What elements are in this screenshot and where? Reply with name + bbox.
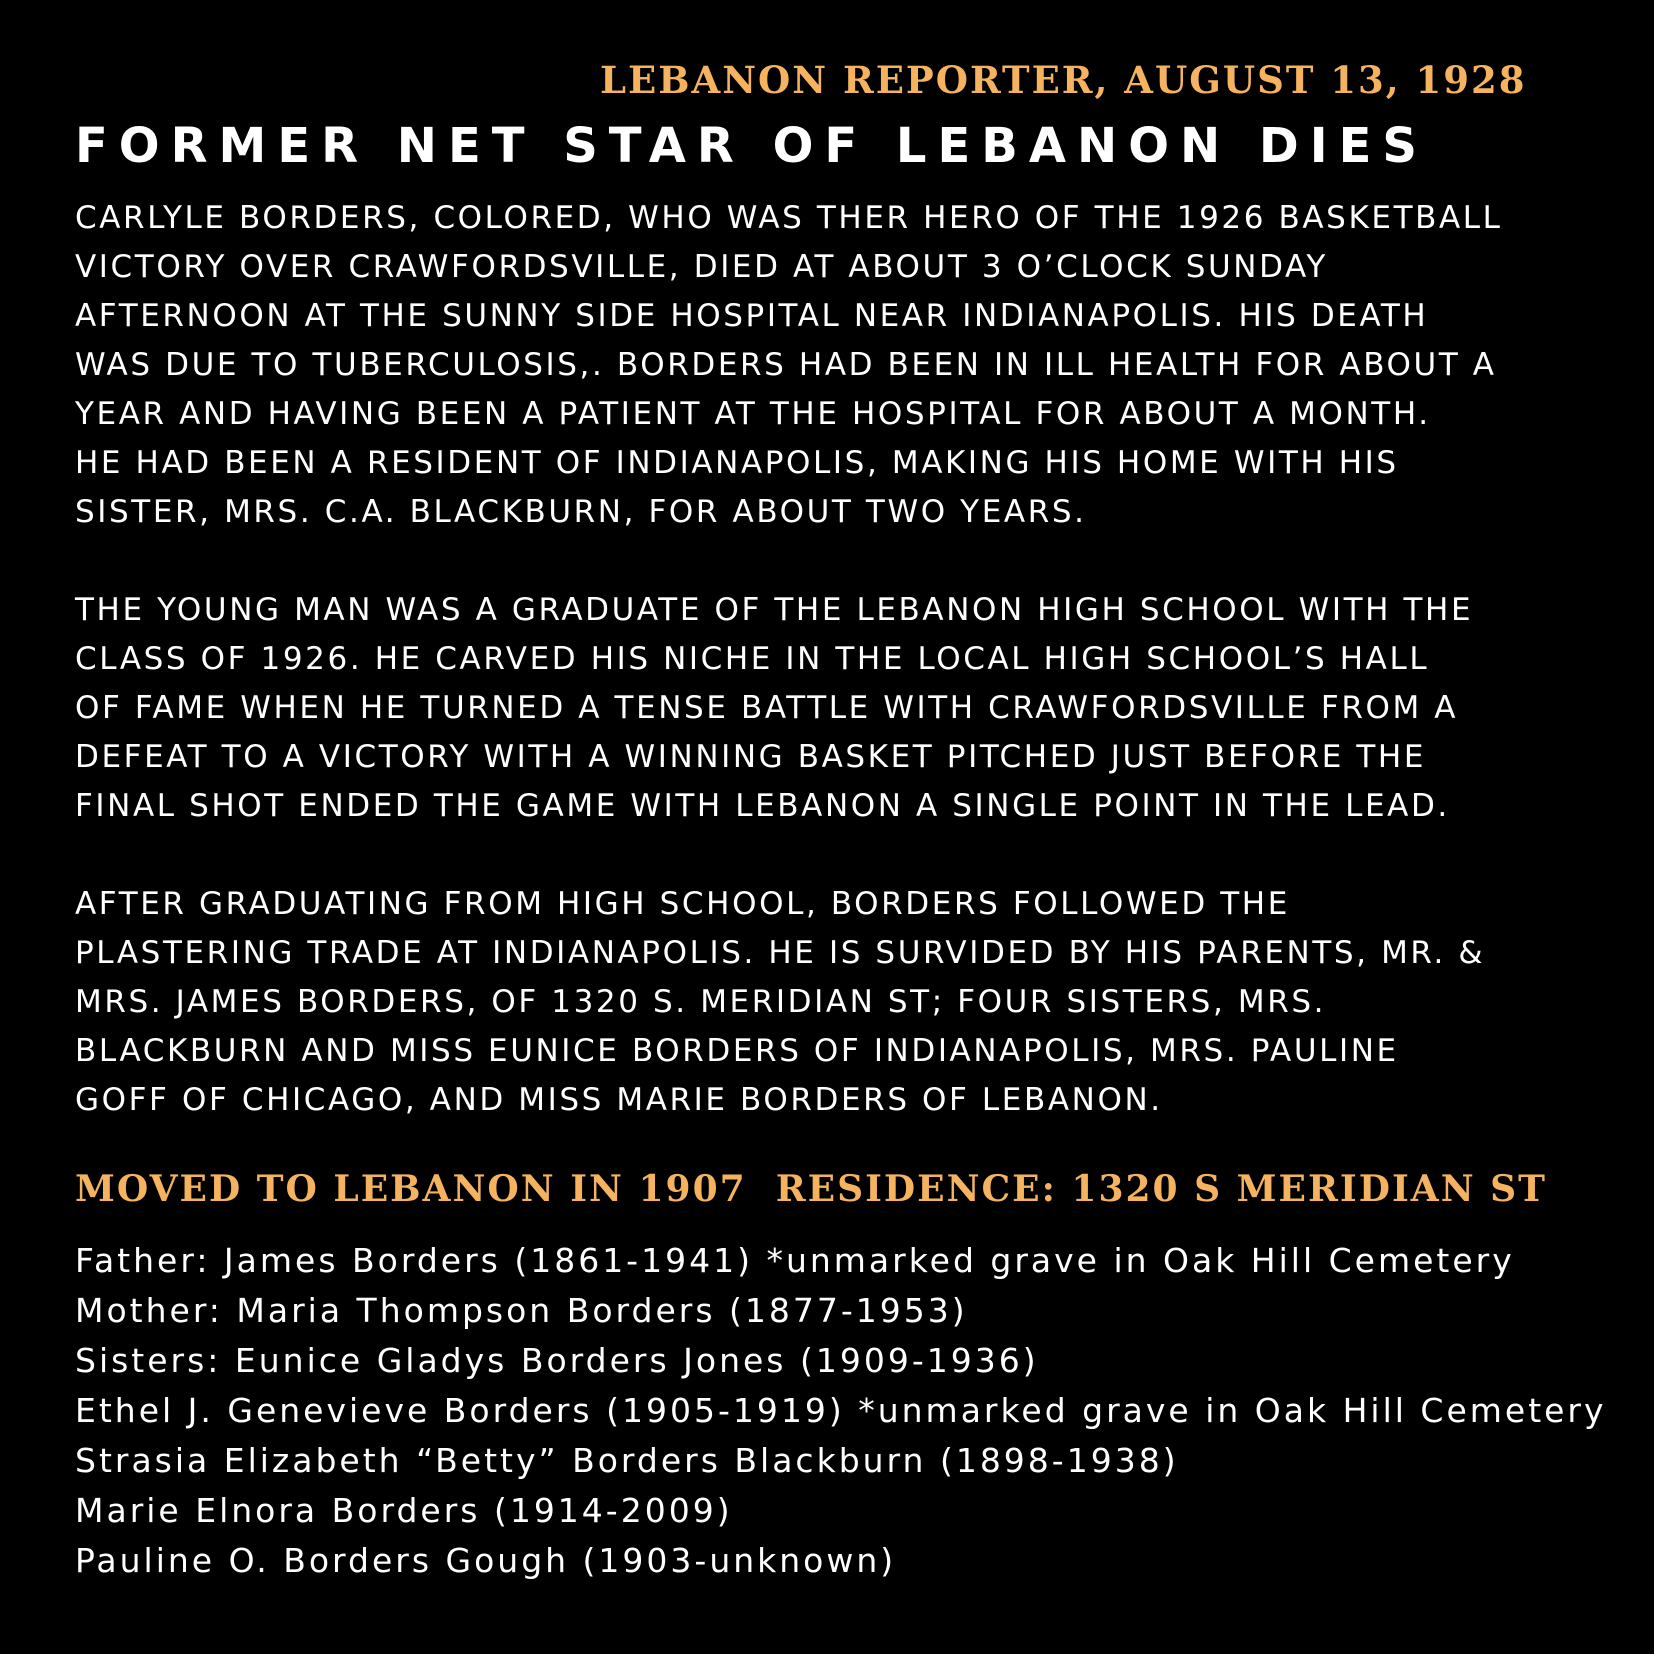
family-line-mother: Mother: Maria Thompson Borders (1877-1953) — [75, 1291, 968, 1330]
family-line-father: Father: James Borders (1861-1941) *unmarked grave in Oak Hill Cemetery — [75, 1241, 1515, 1280]
article-body — [75, 194, 1625, 1174]
residence-heading: MOVED TO LEBANON IN 1907 RESIDENCE: 1320 S MERIDIAN ST — [75, 1168, 1547, 1210]
family-line-sister-pauline: Pauline O. Borders Gough (1903-unknown) — [75, 1541, 897, 1580]
family-list — [75, 1236, 1645, 1586]
family-line-sister-eunice: Sisters: Eunice Gladys Borders Jones (1909-1936) — [75, 1341, 1039, 1380]
article-paragraph-2: THE YOUNG MAN WAS A GRADUATE OF THE LEBANON HIGH SCHOOL WITH THE CLASS OF 1926. HE CARVED HIS NICHE IN THE LOCAL HIGH SCHOOL’S HALL OF FAME WHEN HE TURNED A TENSE BATTLE WITH CRAWFORDSVILLE FROM A DEFEAT TO A VICTORY WITH A WINNING BASKET PITCHED JUST BEFORE THE FINAL SHOT ENDED THE GAME WITH LEBANON A SINGLE POINT IN THE LEAD. — [75, 592, 1474, 824]
family-line-sister-strasia: Strasia Elizabeth “Betty” Borders Blackburn (1898-1938) — [75, 1441, 1179, 1480]
article-paragraph-1: CARLYLE BORDERS, COLORED, WHO WAS THER HERO OF THE 1926 BASKETBALL VICTORY OVER CRAWFORDSVILLE, DIED AT ABOUT 3 O’CLOCK SUNDAY AFTERNOON AT THE SUNNY SIDE HOSPITAL NEAR INDIANAPOLIS. HIS DEATH WAS DUE TO TUBERCULOSIS,. BORDERS HAD BEEN IN ILL HEALTH FOR ABOUT A YEAR AND HAVING BEEN A PATIENT AT THE HOSPITAL FOR ABOUT A MONTH. HE HAD BEEN A RESIDENT OF INDIANAPOLIS, MAKING HIS HOME WITH HIS SISTER, MRS. C.A. BLACKBURN, FOR ABOUT TWO YEARS. — [75, 200, 1503, 530]
headline: FORMER NET STAR OF LEBANON DIES — [75, 118, 1428, 174]
family-line-sister-marie: Marie Elnora Borders (1914-2009) — [75, 1491, 733, 1530]
newspaper-source: LEBANON REPORTER, AUGUST 13, 1928 — [600, 58, 1527, 102]
family-line-sister-ethel: Ethel J. Genevieve Borders (1905-1919) *unmarked grave in Oak Hill Cemetery — [75, 1391, 1607, 1430]
article-paragraph-3: AFTER GRADUATING FROM HIGH SCHOOL, BORDERS FOLLOWED THE PLASTERING TRADE AT INDIANAPOLIS. HE IS SURVIDED BY HIS PARENTS, MR. & MRS. JAMES BORDERS, OF 1320 S. MERIDIAN ST; FOUR SISTERS, MRS. BLACKBURN AND MISS EUNICE BORDERS OF INDIANAPOLIS, MRS. PAULINE GOFF OF CHICAGO, AND MISS MARIE BORDERS OF LEBANON. — [75, 886, 1486, 1118]
